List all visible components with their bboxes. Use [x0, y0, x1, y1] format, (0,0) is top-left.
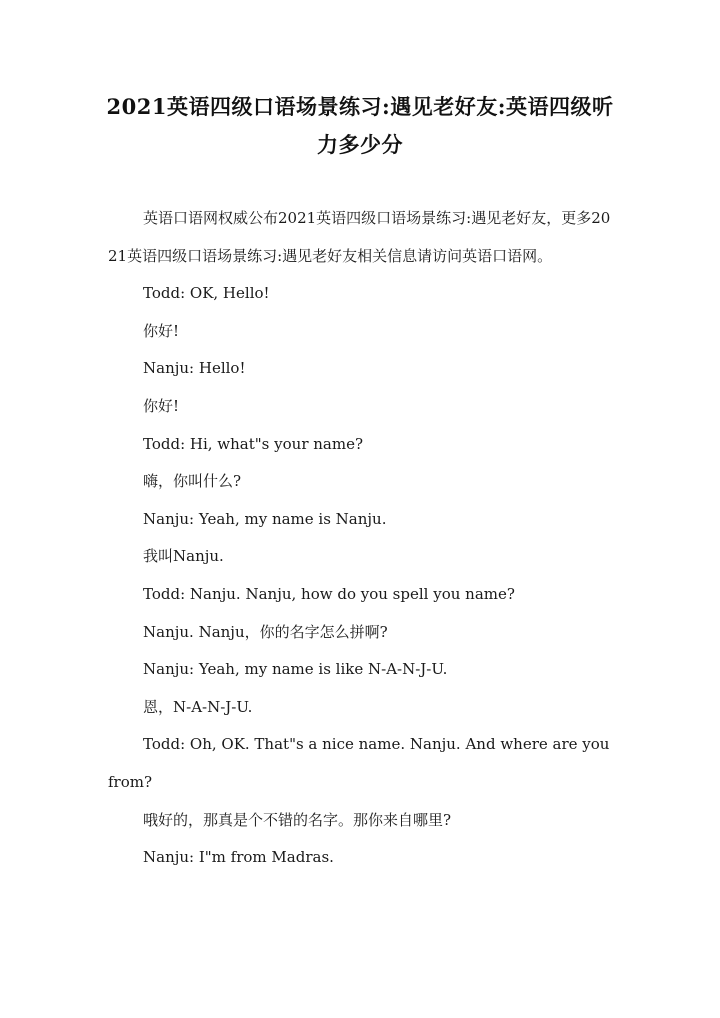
dialogue-line: Todd: Oh, OK. That"s a nice name. Nanju. And where are you from?	[108, 735, 615, 791]
dialogue-translation: 你好!	[143, 321, 180, 340]
dialogue-line: Todd: Nanju. Nanju, how do you spell you name?	[143, 584, 515, 603]
dialogue-line: Nanju: Yeah, my name is Nanju.	[143, 509, 387, 528]
dialogue-translation: 嗨，你叫什么?	[143, 472, 242, 491]
dialogue-line: Nanju: Yeah, my name is like N-A-N-J-U.	[143, 660, 448, 679]
dialogue-line: Todd: Hi, what"s your name?	[143, 434, 363, 453]
dialogue-line: Nanju: Hello!	[143, 359, 246, 378]
intro-paragraph: 英语口语网权威公布2021英语四级口语场景练习:遇见老好友，更多2021英语四级口语场景练习:遇见老好友相关信息请访问英语口语网。	[108, 209, 611, 265]
dialogue-translation: 恩，N-A-N-J-U.	[143, 697, 253, 716]
dialogue-line: Nanju: I"m from Madras.	[143, 848, 334, 867]
document-title: 2021英语四级口语场景练习:遇见老好友:英语四级听力多少分	[106, 94, 614, 157]
dialogue-translation: 哦好的，那真是个不错的名字。那你来自哪里?	[143, 810, 452, 829]
dialogue-translation: 我叫Nanju.	[143, 547, 224, 566]
document-body	[108, 200, 614, 877]
dialogue-line: Todd: OK, Hello!	[143, 284, 270, 303]
dialogue-translation: Nanju. Nanju，你的名字怎么拼啊?	[143, 622, 388, 641]
dialogue-translation: 你好!	[143, 396, 180, 415]
